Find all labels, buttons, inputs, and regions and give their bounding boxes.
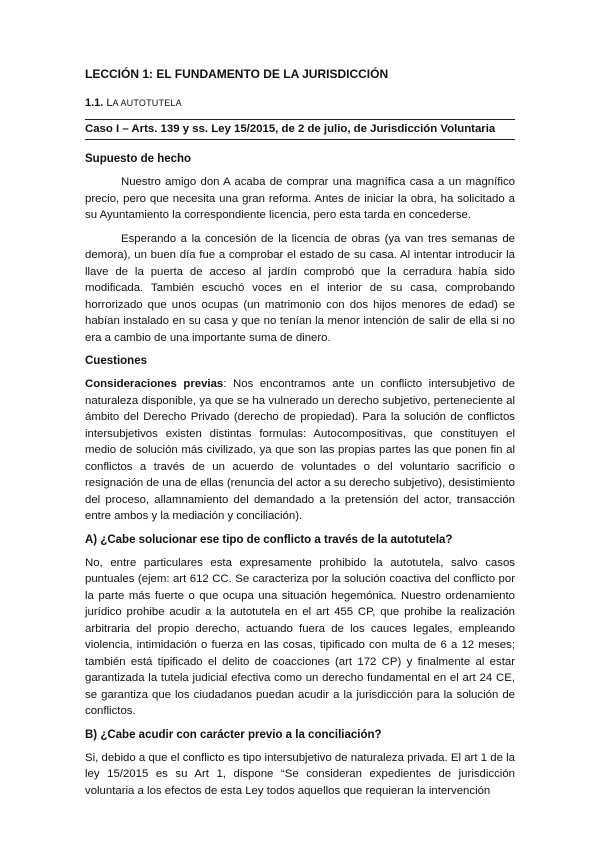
answer-a: No, entre particulares esta expresamente prohibido la autotutela, salvo casos puntuales (ejem: art 612 CC. Se caracteriza por la solución coactiva del conflicto por la parte más fuerte o que ocupa una situación hegemónica. Nuestro ordenamiento jurídico prohibe acudir a la autotutela en el art 455 CP, que prohibe la realización arbitraria del propio derecho, actuando fuera de los cauces legales, empleando violencia, intimidación o fuerza en las cosas, tipificado con multa de 6 a 12 meses; también está tipificado el delito de coacciones (art 172 CP) y finalmente al estar garantizada la tutela judicial efectiva como un derecho fundamental en el art 24 CE, se garantiza que los ciudadanos puedan acudir a la jurisdicción para la solución de conflictos. [85,556,515,717]
preliminary-text: : Nos encontramos ante un conflicto intersubjetivo de naturaleza disponible, ya que se ha vulnerado un derecho subjetivo, perteneciente al ámbito del Derecho Privado (derecho de propiedad). Para la solución de conflictos intersubjetivos existen distintas formulas: Autocompositivas, que constituyen el medio de solución más civilizado, ya que son las propias partes las que ponen fin al conflictos a través de un acuerdo de voluntades o del voluntario sacrificio o resignación de una de ellas (renuncia del actor a su derecho subjetivo), desistimiento del proceso, allamnamiento del demandado a la pretensión del actor, transacción entre ambos y la mediación y conciliación). [85,378,515,522]
preliminary-label: Consideraciones previas [85,378,224,390]
section-title-initial: L [106,97,113,109]
chapter-title: LECCIÓN 1: EL FUNDAMENTO DE LA JURISDICCIÓN [85,67,389,81]
question-b: B) ¿Cabe acudir con carácter previo a la conciliación? [85,728,382,741]
facts-paragraph-2: Esperando a la concesión de la licencia de obras (ya van tres semanas de demora), un buen día fue a comprobar el estado de su casa. Al intentar introducir la llave de la puerta de acceso al jardín comprobó que la cerradura había sido modificada. También escuchó voces en el interior de su casa, comprobando horrorizado que unos ocupas (un matrimonio con dos hijos menores de edad) se habían instalado en su casa y que no tenían la menor intención de salir de ella si no era a cambio de una importante suma de dinero. [85,232,515,344]
section-heading [85,96,515,111]
question-a: A) ¿Cabe solucionar ese tipo de conflicto a través de la autotutela? [85,533,453,546]
questions-heading: Cuestiones [85,355,147,367]
facts-paragraph-1: Nuestro amigo don A acaba de comprar una magnífica casa a un magnífico precio, pero que necesita una gran reforma. Antes de iniciar la obra, ha solicitado a su Ayuntamiento la correspondiente licencia, pero esta tarda en concederse. [85,176,515,221]
facts-heading: Supuesto de hecho [85,153,192,165]
answer-b: Si, debido a que el conflicto es tipo intersubjetivo de naturaleza privada. El art 1 de la ley 15/2015 es su Art 1, dispone “Se consideran expedientes de jurisdicción voluntaria a los efectos de esta Ley todos aquellos que requieran la intervención [85,751,515,797]
document-body [85,66,515,806]
preliminary-considerations [85,376,515,525]
section-title-rest: A AUTOTUTELA [112,98,182,108]
section-number: 1.1. [85,97,104,109]
case-title: Caso I – Arts. 139 y ss. Ley 15/2015, de 2 de julio, de Jurisdicción Voluntaria [85,119,515,140]
